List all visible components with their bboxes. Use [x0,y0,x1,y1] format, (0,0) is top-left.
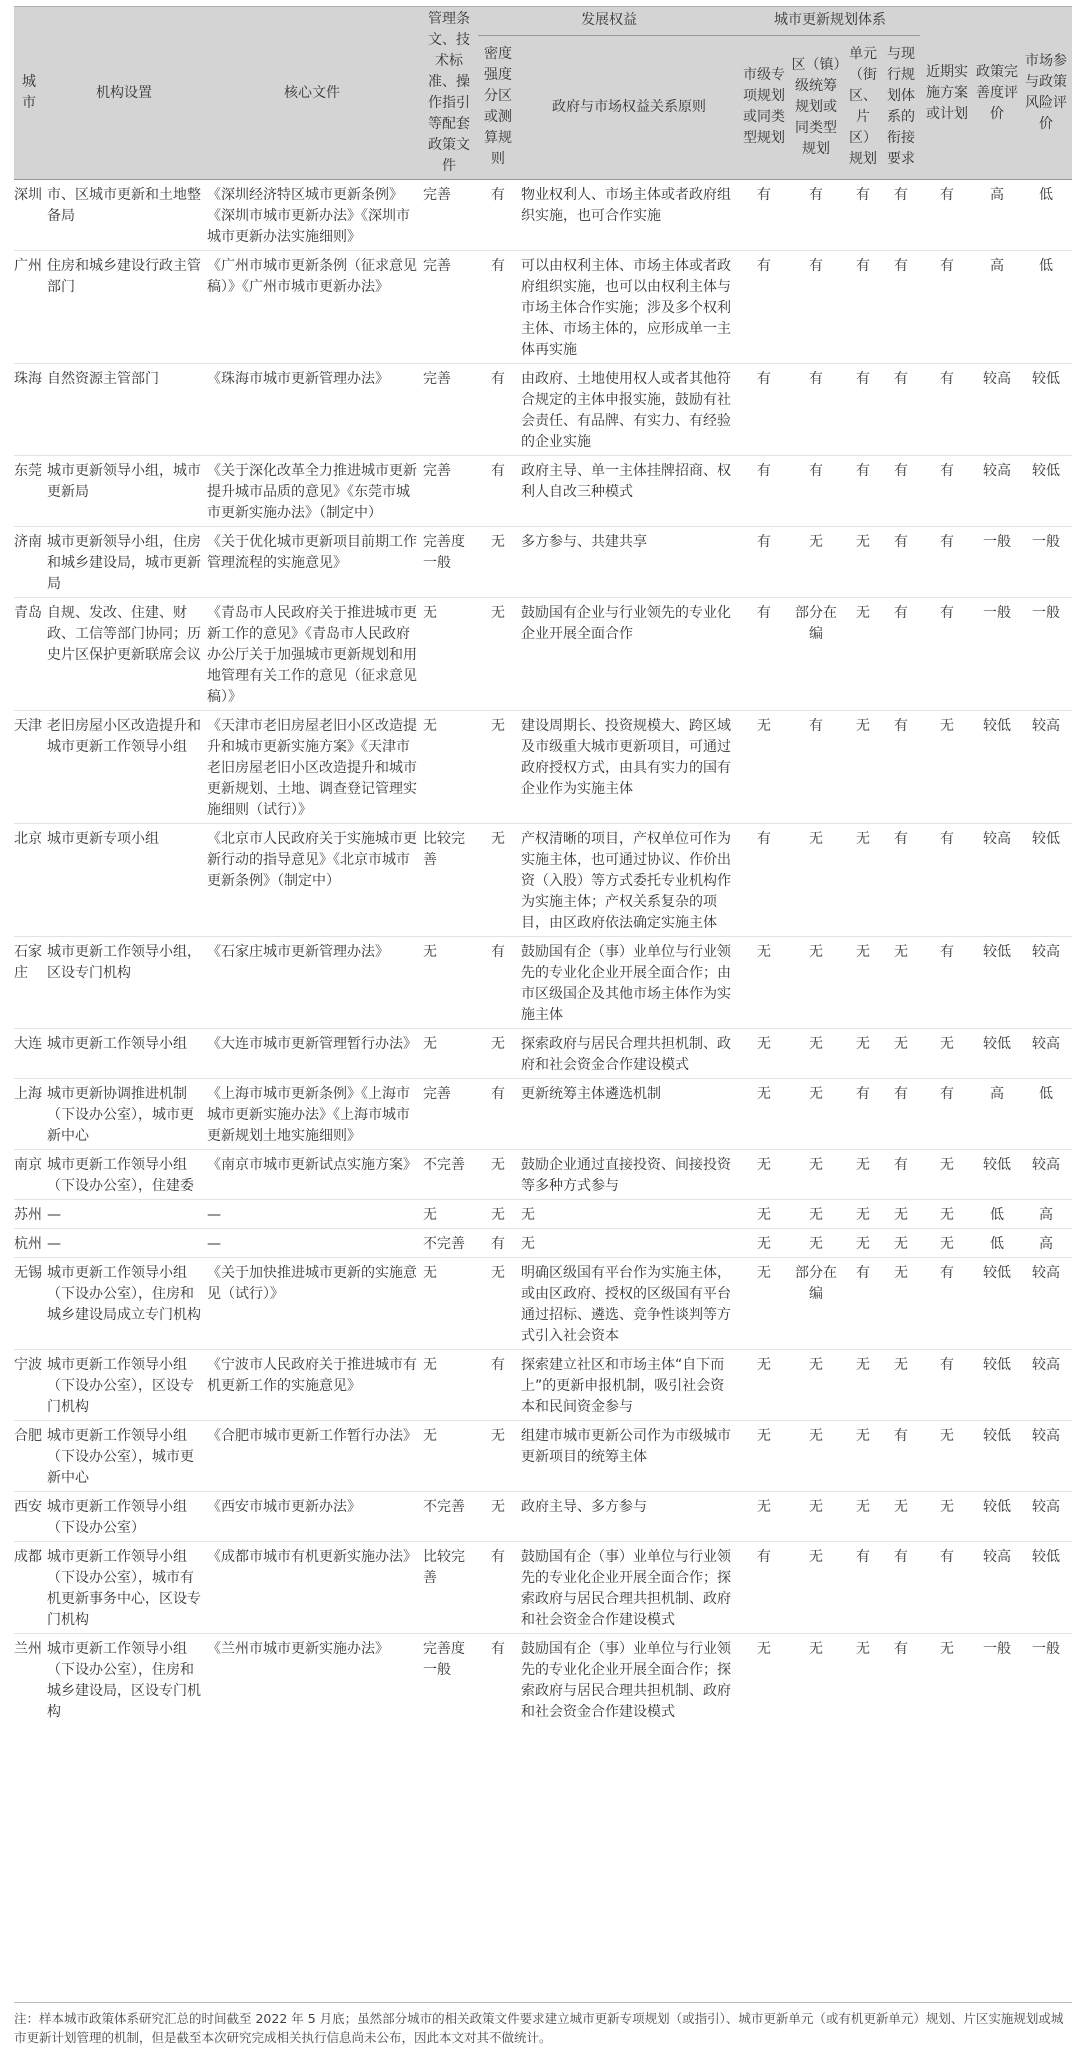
cell-city: 北京 [14,831,42,847]
cell-mgmt: 比较完善 [423,1549,465,1586]
table-row [14,1029,1072,1079]
cell-docs: 《关于深化改革全力推进城市更新提升城市品质的意见》《东莞市城市更新实施办法》（制定中） [207,463,417,521]
cell-near: 有 [940,1265,954,1281]
cell-relation: 探索政府与居民合理共担机制、政府和社会资金合作建设模式 [521,1036,731,1073]
table-row [14,711,1072,824]
cell-district-plan: 无 [809,534,823,550]
cell-near: 无 [940,1036,954,1052]
cell-density: 有 [491,371,505,387]
table-row [14,1229,1072,1258]
cell-near: 有 [940,187,954,203]
cell-density: 无 [491,1499,505,1515]
cell-org: 城市更新工作领导小组（下设办公室），住房和城乡建设局成立专门机构 [47,1265,201,1323]
cell-district-plan: 有 [809,718,823,734]
cell-market-eval: 低 [1039,258,1053,274]
cell-unit-plan: 无 [856,1357,870,1373]
cell-district-plan: 无 [809,831,823,847]
cell-docs: — [207,1236,221,1252]
cell-mgmt: 不完善 [423,1157,465,1173]
cell-city-plan: 无 [757,718,771,734]
cell-city: 深圳 [14,187,42,203]
cell-docs: 《深圳经济特区城市更新条例》《深圳市城市更新办法》《深圳市城市更新办法实施细则》 [207,187,410,245]
cell-density: 无 [491,718,505,734]
cell-market-eval: 低 [1039,187,1053,203]
cell-docs: 《广州市城市更新条例（征求意见稿）》《广州市城市更新办法》 [207,258,417,295]
cell-org: 自然资源主管部门 [47,371,159,387]
cell-org: 市、区城市更新和土地整备局 [47,187,201,224]
cell-mgmt: 无 [423,1207,437,1223]
cell-density: 有 [491,463,505,479]
col-policy-eval: 政策完善度评价 [974,7,1020,180]
cell-docs: — [207,1207,221,1223]
cell-link: 有 [894,1549,908,1565]
cell-docs: 《大连市城市更新管理暂行办法》 [207,1036,417,1052]
cell-near: 有 [940,1549,954,1565]
col-docs: 核心文件 [204,7,420,180]
cell-near: 无 [940,1428,954,1444]
cell-link: 无 [894,1357,908,1373]
cell-org: — [47,1236,61,1252]
cell-density: 无 [491,1207,505,1223]
table-row [14,937,1072,1029]
cell-city-plan: 有 [757,1549,771,1565]
cell-policy-eval: 一般 [983,605,1011,621]
cell-policy-eval: 高 [990,187,1004,203]
cell-city-plan: 有 [757,534,771,550]
cell-city-plan: 有 [757,831,771,847]
cell-market-eval: 较高 [1032,1428,1060,1444]
cell-district-plan: 无 [809,944,823,960]
cell-policy-eval: 较高 [983,463,1011,479]
table-row [14,1542,1072,1634]
cell-docs: 《成都市城市有机更新实施办法》 [207,1549,417,1565]
cell-link: 有 [894,258,908,274]
cell-relation: 鼓励国有企（事）业单位与行业领先的专业化企业开展全面合作；由市区级国企及其他市场主体作为实施主体 [521,944,731,1023]
cell-near: 有 [940,944,954,960]
cell-density: 有 [491,1236,505,1252]
cell-link: 有 [894,1157,908,1173]
cell-city: 无锡 [14,1265,42,1281]
cell-link: 无 [894,1036,908,1052]
cell-market-eval: 较高 [1032,1157,1060,1173]
cell-link: 无 [894,1499,908,1515]
cell-policy-eval: 较低 [983,1036,1011,1052]
cell-unit-plan: 无 [856,1236,870,1252]
cell-near: 无 [940,718,954,734]
cell-link: 有 [894,463,908,479]
cell-link: 有 [894,1428,908,1444]
cell-density: 有 [491,187,505,203]
cell-city: 苏州 [14,1207,42,1223]
cell-link: 无 [894,1265,908,1281]
cell-relation: 鼓励国有企业与行业领先的专业化企业开展全面合作 [521,605,731,642]
cell-mgmt: 无 [423,944,437,960]
cell-city: 杭州 [14,1236,42,1252]
cell-city: 南京 [14,1157,42,1173]
cell-org: 城市更新工作领导小组，区设专门机构 [47,944,201,981]
cell-relation: 可以由权利主体、市场主体或者政府组织实施，也可以由权利主体与市场主体合作实施；涉及多个权利主体、市场主体的，应形成单一主体再实施 [521,258,731,358]
cell-mgmt: 完善度一般 [423,1641,465,1678]
table-row [14,527,1072,598]
cell-docs: 《关于加快推进城市更新的实施意见（试行）》 [207,1265,417,1302]
cell-market-eval: 较低 [1032,463,1060,479]
cell-mgmt: 无 [423,605,437,621]
cell-mgmt: 不完善 [423,1499,465,1515]
cell-relation: 组建市城市更新公司作为市级城市更新项目的统筹主体 [521,1428,731,1465]
cell-density: 无 [491,1157,505,1173]
cell-mgmt: 完善 [423,187,451,203]
cell-link: 有 [894,605,908,621]
col-unit-plan: 单元（街区、片区）规划 [844,35,882,179]
cell-org: 城市更新工作领导小组（下设办公室），城市有机更新事务中心，区设专门机构 [47,1549,201,1628]
cell-city: 大连 [14,1036,42,1052]
cell-unit-plan: 有 [856,371,870,387]
cell-docs: 《西安市城市更新办法》 [207,1499,361,1515]
cell-relation: 无 [521,1236,535,1252]
cell-density: 有 [491,258,505,274]
cell-district-plan: 有 [809,371,823,387]
cell-relation: 政府主导、多方参与 [521,1499,647,1515]
cell-city: 西安 [14,1499,42,1515]
cell-density: 有 [491,1086,505,1102]
cell-unit-plan: 有 [856,187,870,203]
cell-org: 自规、发改、住建、财政、工信等部门协同；历史片区保护更新联席会议 [47,605,201,663]
cell-docs: 《宁波市人民政府关于推进城市有机更新工作的实施意见》 [207,1357,417,1394]
cell-relation: 由政府、土地使用权人或者其他符合规定的主体申报实施，鼓励有社会责任、有品牌、有实力、有经验的企业实施 [521,371,731,450]
cell-unit-plan: 无 [856,831,870,847]
cell-org: 城市更新工作领导小组（下设办公室），城市更新中心 [47,1428,194,1486]
cell-market-eval: 较高 [1032,1036,1060,1052]
cell-city-plan: 有 [757,463,771,479]
cell-mgmt: 无 [423,718,437,734]
table-row [14,1634,1072,1726]
cell-city-plan: 无 [757,1086,771,1102]
cell-near: 有 [940,605,954,621]
cell-mgmt: 无 [423,1036,437,1052]
table-row [14,180,1072,251]
cell-policy-eval: 高 [990,258,1004,274]
cell-near: 有 [940,463,954,479]
cell-relation: 鼓励国有企（事）业单位与行业领先的专业化企业开展全面合作；探索政府与居民合理共担机制、政府和社会资金合作建设模式 [521,1641,731,1720]
cell-district-plan: 有 [809,187,823,203]
cell-near: 无 [940,1499,954,1515]
cell-city-plan: 有 [757,605,771,621]
cell-docs: 《兰州市城市更新实施办法》 [207,1641,389,1657]
cell-org: 城市更新工作领导小组（下设办公室），住房和城乡建设局，区设专门机构 [47,1641,201,1720]
cell-org: 老旧房屋小区改造提升和城市更新工作领导小组 [47,718,201,755]
cell-mgmt: 无 [423,1428,437,1444]
cell-unit-plan: 有 [856,1549,870,1565]
cell-city: 成都 [14,1549,42,1565]
table-row [14,824,1072,937]
cell-link: 有 [894,718,908,734]
cell-city-plan: 有 [757,371,771,387]
col-mgmt: 管理条文、技术标准、操作指引等配套政策文件 [420,7,478,180]
cell-district-plan: 无 [809,1641,823,1657]
col-org: 机构设置 [44,7,204,180]
cell-policy-eval: 高 [990,1086,1004,1102]
cell-policy-eval: 一般 [983,534,1011,550]
cell-district-plan: 无 [809,1207,823,1223]
cell-link: 有 [894,831,908,847]
cell-market-eval: 一般 [1032,534,1060,550]
cell-city: 天津 [14,718,42,734]
cell-near: 无 [940,1207,954,1223]
cell-district-plan: 无 [809,1549,823,1565]
cell-city-plan: 无 [757,1207,771,1223]
cell-district-plan: 无 [809,1428,823,1444]
table-row [14,598,1072,711]
cell-docs: 《青岛市人民政府关于推进城市更新工作的意见》《青岛市人民政府办公厅关于加强城市更新规划和用地管理有关工作的意见（征求意见稿）》 [207,605,417,705]
cell-city: 青岛 [14,605,42,621]
col-relation: 政府与市场权益关系原则 [518,35,740,179]
cell-org: 城市更新领导小组，城市更新局 [47,463,201,500]
cell-policy-eval: 较低 [983,718,1011,734]
cell-city-plan: 无 [757,1157,771,1173]
cell-district-plan: 有 [809,258,823,274]
cell-unit-plan: 无 [856,718,870,734]
cell-district-plan: 有 [809,463,823,479]
cell-district-plan: 无 [809,1086,823,1102]
cell-city-plan: 无 [757,944,771,960]
cell-policy-eval: 低 [990,1207,1004,1223]
cell-docs: 《珠海市城市更新管理办法》 [207,371,389,387]
cell-link: 有 [894,1641,908,1657]
cell-city: 石家庄 [14,944,42,981]
cell-city-plan: 无 [757,1236,771,1252]
cell-market-eval: 高 [1039,1207,1053,1223]
cell-unit-plan: 无 [856,1207,870,1223]
cell-city-plan: 有 [757,187,771,203]
cell-district-plan: 无 [809,1236,823,1252]
cell-unit-plan: 无 [856,1499,870,1515]
cell-link: 有 [894,187,908,203]
cell-relation: 明确区级国有平台作为实施主体，或由区政府、授权的区级国有平台通过招标、遴选、竞争性谈判等方式引入社会资本 [521,1265,731,1344]
cell-density: 有 [491,1641,505,1657]
cell-mgmt: 完善度一般 [423,534,465,571]
cell-policy-eval: 较低 [983,1265,1011,1281]
cell-city: 上海 [14,1086,42,1102]
cell-org: 城市更新工作领导小组 [47,1036,187,1052]
cell-market-eval: 较低 [1032,1549,1060,1565]
cell-policy-eval: 较高 [983,371,1011,387]
cell-market-eval: 一般 [1032,605,1060,621]
cell-relation: 探索建立社区和市场主体“自下而上”的更新申报机制，吸引社会资本和民间资金参与 [521,1357,725,1415]
cell-market-eval: 高 [1039,1236,1053,1252]
cell-link: 有 [894,371,908,387]
cell-city-plan: 无 [757,1357,771,1373]
col-city-plan: 市级专项规划或同类型规划 [740,35,788,179]
cell-density: 无 [491,605,505,621]
table-row [14,1421,1072,1492]
cell-district-plan: 无 [809,1036,823,1052]
cell-near: 有 [940,534,954,550]
cell-org: 城市更新工作领导小组（下设办公室），住建委 [47,1157,194,1194]
cell-market-eval: 较高 [1032,1499,1060,1515]
cell-market-eval: 较低 [1032,371,1060,387]
cell-near: 有 [940,831,954,847]
cell-unit-plan: 有 [856,1086,870,1102]
cell-city: 珠海 [14,371,42,387]
cell-org: 城市更新领导小组，住房和城乡建设局，城市更新局 [47,534,201,592]
cell-city-plan: 无 [757,1036,771,1052]
cell-near: 无 [940,1236,954,1252]
table-row [14,1258,1072,1350]
table-row [14,1200,1072,1229]
cell-org: 城市更新协调推进机制（下设办公室），城市更新中心 [47,1086,194,1144]
cell-mgmt: 完善 [423,463,451,479]
cell-docs: 《合肥市城市更新工作暂行办法》 [207,1428,417,1444]
cell-mgmt: 无 [423,1357,437,1373]
cell-mgmt: 完善 [423,371,451,387]
cell-near: 有 [940,1357,954,1373]
table-header [14,7,1072,180]
cell-docs: 《关于优化城市更新项目前期工作管理流程的实施意见》 [207,534,417,571]
cell-docs: 《南京市城市更新试点实施方案》 [207,1157,417,1173]
col-city: 城市 [14,7,44,180]
cell-density: 无 [491,1265,505,1281]
table-row [14,456,1072,527]
cell-market-eval: 一般 [1032,1641,1060,1657]
policy-table [14,6,1072,1725]
col-near: 近期实施方案或计划 [920,7,974,180]
cell-docs: 《天津市老旧房屋老旧小区改造提升和城市更新实施方案》《天津市老旧房屋老旧小区改造提升和城市更新规划、土地、调查登记管理实施细则（试行）》 [207,718,417,818]
footnote: 注：样本城市政策体系研究汇总的时间截至 2022 年 5 月底；虽然部分城市的相关政策文件要求建立城市更新专项规划（或指引）、城市更新单元（或有机更新单元）规划、片区实施规划或城市更新计划管理的机制，但是截至本次研究完成相关执行信息尚未公布，因此本文对其不做统计。 [14,2002,1072,2047]
cell-district-plan: 无 [809,1357,823,1373]
cell-policy-eval: 较低 [983,1499,1011,1515]
cell-near: 有 [940,258,954,274]
cell-density: 无 [491,1428,505,1444]
cell-relation: 鼓励企业通过直接投资、间接投资等多种方式参与 [521,1157,731,1194]
cell-city: 东莞 [14,463,42,479]
cell-city-plan: 无 [757,1428,771,1444]
cell-relation: 无 [521,1207,535,1223]
cell-city: 宁波 [14,1357,42,1373]
cell-policy-eval: 低 [990,1236,1004,1252]
cell-relation: 鼓励国有企（事）业单位与行业领先的专业化企业开展全面合作；探索政府与居民合理共担机制、政府和社会资金合作建设模式 [521,1549,731,1628]
cell-district-plan: 部分在编 [795,1265,837,1302]
col-market-eval: 市场参与政策风险评价 [1020,7,1072,180]
cell-relation: 多方参与、共建共享 [521,534,647,550]
cell-near: 无 [940,1641,954,1657]
cell-city-plan: 无 [757,1265,771,1281]
cell-link: 有 [894,534,908,550]
cell-policy-eval: 较高 [983,1549,1011,1565]
cell-market-eval: 低 [1039,1086,1053,1102]
cell-city: 兰州 [14,1641,42,1657]
table-row [14,1492,1072,1542]
cell-city-plan: 无 [757,1641,771,1657]
cell-density: 无 [491,1036,505,1052]
cell-link: 无 [894,944,908,960]
cell-relation: 政府主导、单一主体挂牌招商、权利人自改三种模式 [521,463,731,500]
cell-relation: 建设周期长、投资规模大、跨区域及市级重大城市更新项目，可通过政府授权方式，由具有实力的国有企业作为实施主体 [521,718,731,797]
table-body [14,180,1072,1726]
cell-policy-eval: 较低 [983,944,1011,960]
cell-mgmt: 无 [423,1265,437,1281]
cell-policy-eval: 较高 [983,831,1011,847]
cell-city-plan: 无 [757,1499,771,1515]
cell-city: 合肥 [14,1428,42,1444]
cell-near: 无 [940,1157,954,1173]
cell-density: 有 [491,1357,505,1373]
cell-district-plan: 无 [809,1157,823,1173]
col-density: 密度强度分区或测算规则 [478,35,518,179]
cell-near: 有 [940,1086,954,1102]
cell-market-eval: 较高 [1032,718,1060,734]
cell-unit-plan: 无 [856,605,870,621]
table-row [14,1350,1072,1421]
cell-unit-plan: 无 [856,944,870,960]
cell-link: 无 [894,1236,908,1252]
cell-policy-eval: 较低 [983,1428,1011,1444]
cell-docs: 《北京市人民政府关于实施城市更新行动的指导意见》《北京市城市更新条例》（制定中） [207,831,417,889]
cell-relation: 产权清晰的项目，产权单位可作为实施主体，也可通过协议、作价出资（入股）等方式委托专业机构作为实施主体；产权关系复杂的项目，由区政府依法确定实施主体 [521,831,731,931]
cell-district-plan: 部分在编 [795,605,837,642]
cell-unit-plan: 有 [856,258,870,274]
col-district-plan: 区（镇）级统筹规划或同类型规划 [788,35,844,179]
table-row [14,1150,1072,1200]
cell-mgmt: 完善 [423,258,451,274]
cell-org: 城市更新工作领导小组（下设办公室），区设专门机构 [47,1357,194,1415]
cell-city: 广州 [14,258,42,274]
cell-docs: 《上海市城市更新条例》《上海市城市更新实施办法》《上海市城市更新规划土地实施细则》 [207,1086,410,1144]
table-row [14,364,1072,456]
cell-density: 无 [491,534,505,550]
table-row [14,251,1072,364]
cell-org: — [47,1207,61,1223]
cell-market-eval: 较低 [1032,831,1060,847]
cell-mgmt: 不完善 [423,1236,465,1252]
cell-org: 住房和城乡建设行政主管部门 [47,258,201,295]
cell-market-eval: 较高 [1032,944,1060,960]
cell-mgmt: 完善 [423,1086,451,1102]
col-link: 与现行规划体系的衔接要求 [882,35,920,179]
cell-org: 城市更新工作领导小组（下设办公室） [47,1499,187,1536]
cell-density: 有 [491,944,505,960]
cell-market-eval: 较高 [1032,1357,1060,1373]
group-dev: 发展权益 [478,7,740,36]
cell-density: 有 [491,1549,505,1565]
cell-market-eval: 较高 [1032,1265,1060,1281]
cell-unit-plan: 无 [856,1036,870,1052]
cell-density: 无 [491,831,505,847]
cell-city: 济南 [14,534,42,550]
cell-unit-plan: 有 [856,1265,870,1281]
cell-policy-eval: 较低 [983,1157,1011,1173]
table-row [14,1079,1072,1150]
cell-unit-plan: 有 [856,463,870,479]
cell-policy-eval: 较低 [983,1357,1011,1373]
cell-org: 城市更新专项小组 [47,831,159,847]
cell-relation: 更新统筹主体遴选机制 [521,1086,661,1102]
cell-link: 无 [894,1207,908,1223]
cell-link: 有 [894,1086,908,1102]
cell-district-plan: 无 [809,1499,823,1515]
cell-docs: 《石家庄城市更新管理办法》 [207,944,389,960]
cell-city-plan: 有 [757,258,771,274]
cell-unit-plan: 无 [856,534,870,550]
cell-relation: 物业权利人、市场主体或者政府组织实施，也可合作实施 [521,187,731,224]
group-plan: 城市更新规划体系 [740,7,920,36]
cell-unit-plan: 无 [856,1428,870,1444]
cell-near: 有 [940,371,954,387]
cell-mgmt: 比较完善 [423,831,465,868]
cell-unit-plan: 无 [856,1157,870,1173]
cell-unit-plan: 无 [856,1641,870,1657]
cell-policy-eval: 一般 [983,1641,1011,1657]
